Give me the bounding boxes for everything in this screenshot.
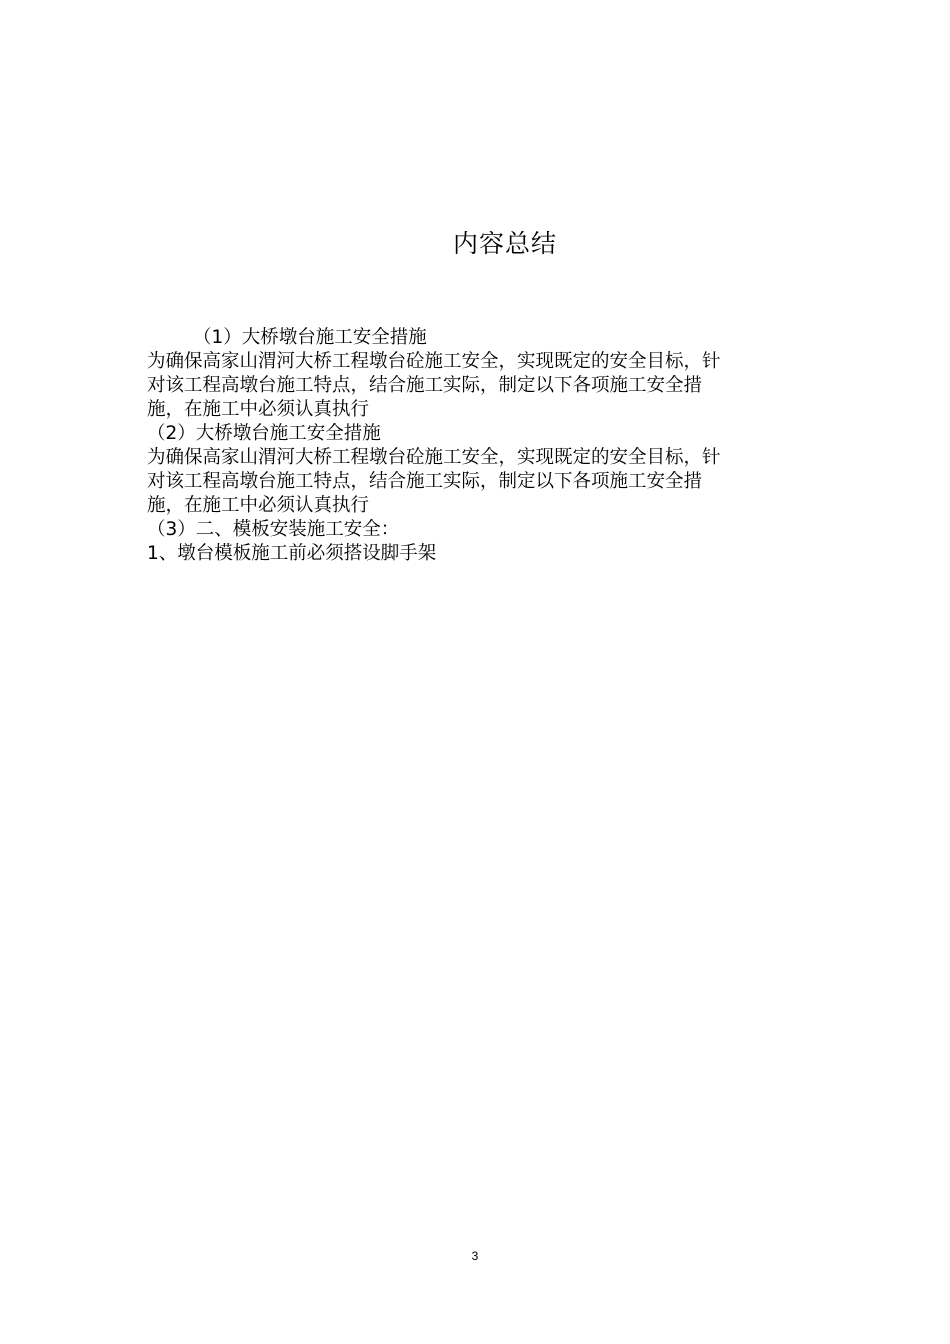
paragraph (147, 518, 807, 542)
paragraph (147, 542, 807, 566)
paragraph-line: 对该工程高墩台施工特点，结合施工实际，制定以下各项施工安全措 (147, 375, 703, 396)
paragraph-line: （2）大桥墩台施工安全措施 (147, 423, 381, 444)
paragraph-line: 施，在施工中必须认真执行 (147, 495, 370, 516)
paragraph (147, 422, 807, 446)
document-body (147, 326, 807, 566)
paragraph-line: 对该工程高墩台施工特点，结合施工实际，制定以下各项施工安全措 (147, 471, 703, 492)
page-number: 3 (471, 1249, 479, 1263)
page-title: 内容总结 (452, 229, 557, 258)
paragraph-line: 1、墩台模板施工前必须搭设脚手架 (147, 543, 437, 564)
paragraph-line: 为确保高家山渭河大桥工程墩台砼施工安全，实现既定的安全目标，针 (147, 351, 721, 372)
paragraph-line: 为确保高家山渭河大桥工程墩台砼施工安全，实现既定的安全目标，针 (147, 447, 721, 468)
paragraph-line: （1）大桥墩台施工安全措施 (193, 327, 427, 348)
paragraph (147, 446, 807, 518)
paragraph (147, 350, 807, 422)
paragraph (147, 326, 807, 350)
paragraph-line: 施，在施工中必须认真执行 (147, 399, 370, 420)
paragraph-line: （3）二、模板安装施工安全： (147, 519, 400, 540)
